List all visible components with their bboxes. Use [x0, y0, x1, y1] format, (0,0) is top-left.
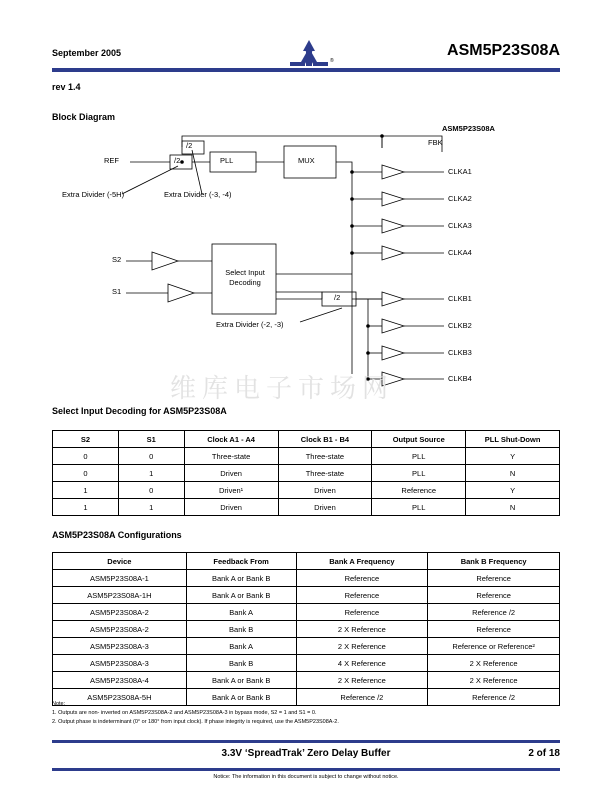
table-row	[53, 689, 560, 706]
col-bank-b-frequency: Bank B Frequency	[428, 553, 560, 570]
config-table-title: ASM5P23S08A Configurations	[52, 530, 182, 540]
cell: ASM5P23S08A-5H	[53, 689, 187, 706]
col-clock-a: Clock A1 - A4	[184, 431, 278, 448]
col-feedback-from: Feedback From	[186, 553, 296, 570]
cell: Reference /2	[296, 689, 428, 706]
cell: Y	[466, 482, 560, 499]
table-row	[53, 604, 560, 621]
output-label-clkb3: CLKB3	[448, 348, 472, 357]
table-row	[53, 587, 560, 604]
label-extra-divider-5h: Extra Divider (-5H)	[62, 190, 125, 199]
cell: 0	[118, 482, 184, 499]
cell: Bank A or Bank B	[186, 570, 296, 587]
cell: Driven¹	[184, 482, 278, 499]
cell: 0	[53, 448, 119, 465]
cell: 0	[53, 465, 119, 482]
cell: PLL	[372, 448, 466, 465]
header-date: September 2005	[52, 48, 122, 58]
cell: Reference	[428, 570, 560, 587]
footer-notice: Notice: The information in this document is subject to change without notice.	[213, 774, 399, 780]
cell: ASM5P23S08A-3	[53, 638, 187, 655]
table-row	[53, 655, 560, 672]
cell: Three-state	[278, 465, 372, 482]
label-extra-divider-34: Extra Divider (-3, -4)	[164, 190, 232, 199]
label-fbk: FBK	[428, 138, 443, 147]
cell: PLL	[372, 499, 466, 516]
cell: Reference /2	[428, 604, 560, 621]
cell: N	[466, 465, 560, 482]
label-ref: REF	[104, 156, 119, 165]
cell: Bank A	[186, 638, 296, 655]
label-extra-divider-23: Extra Divider (-2, -3)	[216, 320, 284, 329]
cell: Driven	[278, 499, 372, 516]
output-label-clkb1: CLKB1	[448, 294, 472, 303]
cell: 1	[118, 465, 184, 482]
header-rule	[52, 68, 560, 72]
label-pll: PLL	[220, 156, 234, 165]
label-div2-a: /2	[174, 156, 181, 165]
cell: Y	[466, 448, 560, 465]
cell: Reference or Reference²	[428, 638, 560, 655]
cell: ASM5P23S08A-4	[53, 672, 187, 689]
configurations-table	[52, 552, 560, 706]
revision-label: rev 1.4	[52, 82, 81, 92]
table-row	[53, 448, 560, 465]
cell: Driven	[184, 465, 278, 482]
cell: 2 X Reference	[296, 672, 428, 689]
col-device: Device	[53, 553, 187, 570]
cell: 2 X Reference	[296, 621, 428, 638]
note-line-2: 2. Output phase is indeterminant (0° or 180° from input clock). If phase integrity is required, use the ASM5P23S08A-2.	[52, 719, 339, 725]
label-s2: S2	[112, 255, 122, 264]
col-bank-a-frequency: Bank A Frequency	[296, 553, 428, 570]
table-row	[53, 621, 560, 638]
label-select-input-decoding: Select Input Decoding	[225, 268, 265, 287]
col-s2: S2	[53, 431, 119, 448]
cell: ASM5P23S08A-2	[53, 621, 187, 638]
cell: 1	[53, 499, 119, 516]
select-input-decoding-table	[52, 430, 560, 516]
footer-rule-top	[52, 740, 560, 743]
table-row	[53, 570, 560, 587]
label-div2-b: /2	[186, 141, 193, 150]
cell: Reference	[372, 482, 466, 499]
output-label-clka1: CLKA1	[448, 167, 472, 176]
cell: Bank A or Bank B	[186, 689, 296, 706]
cell: 0	[118, 448, 184, 465]
cell: ASM5P23S08A-3	[53, 655, 187, 672]
select-table-title: Select Input Decoding for ASM5P23S08A	[52, 406, 227, 416]
table-header-row	[53, 431, 560, 448]
label-mux: MUX	[298, 156, 315, 165]
output-label-clka2: CLKA2	[448, 194, 472, 203]
cell: Bank A	[186, 604, 296, 621]
cell: Bank B	[186, 621, 296, 638]
cell: ASM5P23S08A-1H	[53, 587, 187, 604]
cell: PLL	[372, 465, 466, 482]
cell: 2 X Reference	[296, 638, 428, 655]
cell: Driven	[184, 499, 278, 516]
table-header-row	[53, 553, 560, 570]
cell: Bank A or Bank B	[186, 587, 296, 604]
table-row	[53, 638, 560, 655]
footer-title: 3.3V ‘SpreadTrak’ Zero Delay Buffer	[221, 748, 391, 759]
cell: Reference	[428, 621, 560, 638]
cell: 2 X Reference	[428, 655, 560, 672]
cell: Reference	[296, 587, 428, 604]
block-diagram	[52, 124, 560, 394]
tri-spoke-logo-icon	[286, 38, 332, 68]
table-row	[53, 499, 560, 516]
cell: ASM5P23S08A-1	[53, 570, 187, 587]
label-div2-c: /2	[334, 293, 341, 302]
label-s1: S1	[112, 287, 122, 296]
notes-heading: Note:	[52, 701, 66, 707]
cell: Bank B	[186, 655, 296, 672]
table-row	[53, 482, 560, 499]
footer-page-number: 2 of 18	[528, 748, 560, 759]
cell: Reference	[296, 570, 428, 587]
cell: 1	[53, 482, 119, 499]
cell: Three-state	[278, 448, 372, 465]
block-diagram-title: Block Diagram	[52, 112, 116, 122]
col-s1: S1	[118, 431, 184, 448]
cell: Bank A or Bank B	[186, 672, 296, 689]
note-line-1: 1. Outputs are non- inverted on ASM5P23S08A-2 and ASM5P23S08A-3 in bypass mode, S2 = 1 and S1 = 0.	[52, 710, 317, 716]
cell: Reference	[428, 587, 560, 604]
output-label-clkb4: CLKB4	[448, 374, 472, 383]
diagram-device-label: ASM5P23S08A	[442, 124, 495, 133]
col-clock-b: Clock B1 - B4	[278, 431, 372, 448]
table-row	[53, 672, 560, 689]
cell: Three-state	[184, 448, 278, 465]
col-pll-shutdown: PLL Shut-Down	[466, 431, 560, 448]
watermark: 维库电子市场网	[170, 374, 395, 404]
output-label-clkb2: CLKB2	[448, 321, 472, 330]
cell: 2 X Reference	[428, 672, 560, 689]
cell: Reference	[296, 604, 428, 621]
output-label-clka3: CLKA3	[448, 221, 472, 230]
cell: Driven	[278, 482, 372, 499]
footer-rule-bottom	[52, 768, 560, 771]
cell: 1	[118, 499, 184, 516]
cell: Reference /2	[428, 689, 560, 706]
cell: 4 X Reference	[296, 655, 428, 672]
col-output-source: Output Source	[372, 431, 466, 448]
table-row	[53, 465, 560, 482]
output-label-clka4: CLKA4	[448, 248, 472, 257]
registered-mark: ®	[330, 58, 334, 64]
header-part-number: ASM5P23S08A	[447, 42, 560, 59]
cell: ASM5P23S08A-2	[53, 604, 187, 621]
cell: N	[466, 499, 560, 516]
